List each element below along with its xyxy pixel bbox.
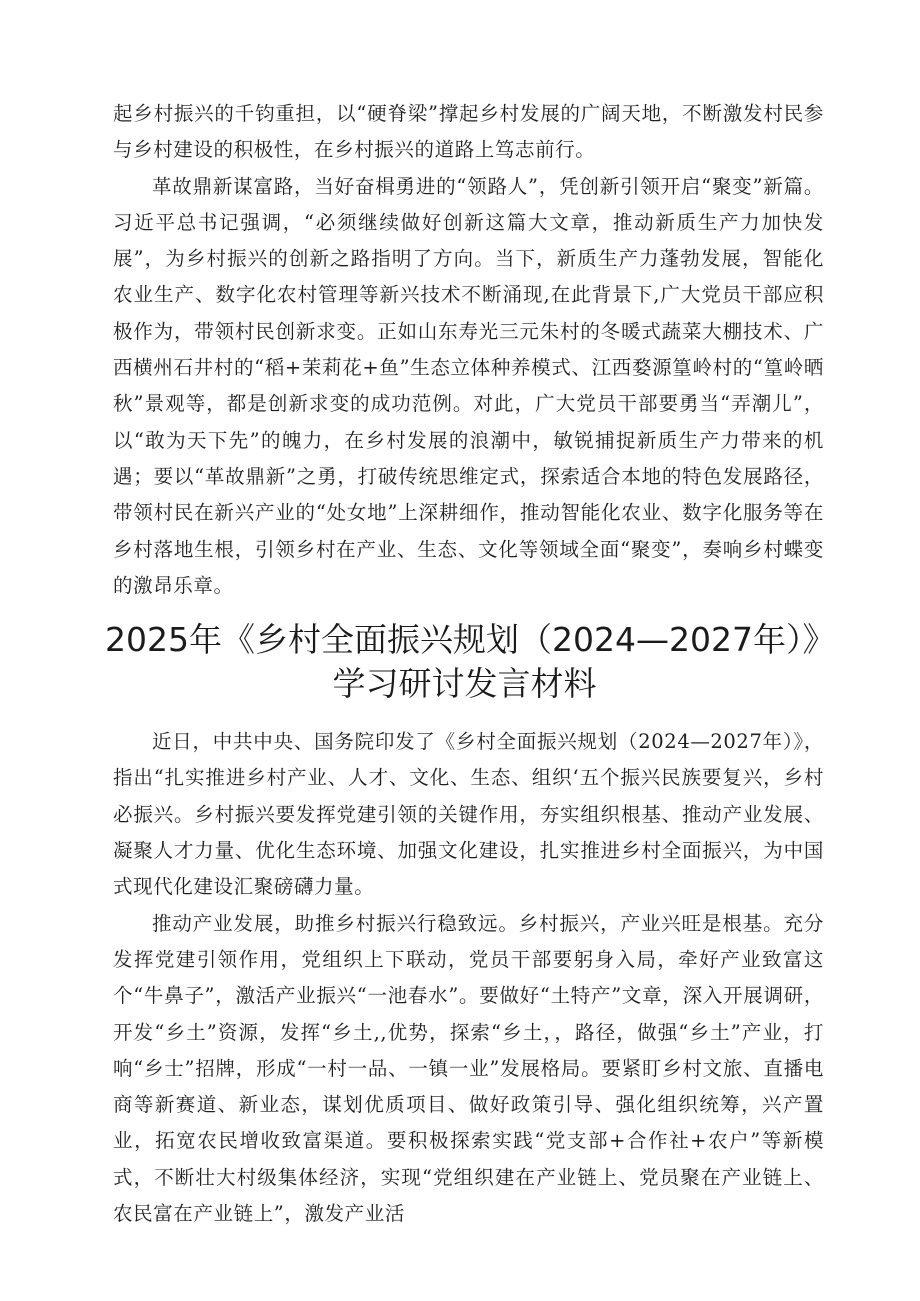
paragraph-2-2: 推动产业发展，助推乡村振兴行稳致远。乡村振兴，产业兴旺是根基。充分发挥党建引领作用，党组织上下联动，党员干部要躬身入局，牵好产业致富这个“牛鼻子”，激活产业振兴“一池春水”。要做好“土特产”文章，深入开展调研，开发“乡土”资源，发挥“乡土,,优势，探索“乡土，，路径，做强“乡土”产业，打响“乡士”招牌，形成“一村一品、一镇一业”发展格局。要紧盯乡村文旅、直播电商等新赛道、新业态，谋划优质项目、做好政策引导、强化组织统筹，兴产置业，拓宽农民增收致富渠道。要积极探索实践“党支部+合作社+农户”等新模式，不断壮大村级集体经济，实现“党组织建在产业链上、党员聚在产业链上、农民富在产业链上”，激发产业活	[113, 911, 824, 1226]
paragraph-2-1: 近日，中共中央、国务院印发了《乡村全面振兴规划（2024—2027年）》，指出“扎实推进乡村产业、人才、文化、生态、组织‘五个振兴民族要复兴，乡村必振兴。乡村振兴要发挥党建引领的关键作用，夯实组织根基、推动产业发展、凝聚人才力量、优化生态环境、加强文化建设，扎实推进乡村全面振兴，为中国式现代化建设汇聚磅礴力量。	[113, 730, 824, 899]
paragraph-1-1: 起乡村振兴的千钧重担，以“硬脊梁”撑起乡村发展的广阔天地，不断激发村民参与乡村建设的积极性，在乡村振兴的道路上笃志前行。	[113, 102, 824, 162]
section-2	[113, 724, 824, 1232]
heading-line-1: 2025年《乡村全面振兴规划（2024—2027年）》	[105, 620, 836, 660]
section-1	[113, 96, 824, 604]
heading-line-2: 学习研讨发言材料	[332, 664, 597, 704]
paragraph-1-2: 革故鼎新谋富路，当好奋楫勇进的“领路人”，凭创新引领开启“聚变”新篇。习近平总书记强调，“必须继续做好创新这篇大文章，推动新质生产力加快发展”，为乡村振兴的创新之路指明了方向。当下，新质生产力蓬勃发展，智能化农业生产、数字化农村管理等新兴技术不断涌现,在此背景下,广大党员干部应积极作为，带领村民创新求变。正如山东寿光三元朱村的冬暖式蔬菜大棚技术、广西横州石井村的“稻+茉莉花+鱼”生态立体种养模式、江西婺源篁岭村的“篁岭晒秋”景观等，都是创新求变的成功范例。对此，广大党员干部要勇当“弄潮儿”，以“敢为天下先”的魄力，在乡村发展的浪潮中，敏锐捕捉新质生产力带来的机遇；要以“革故鼎新”之勇，打破传统思维定式，探索适合本地的特色发展路径，带领村民在新兴产业的“处女地”上深耕细作，推动智能化农业、数字化服务等在乡村落地生根，引领乡村在产业、生态、文化等领域全面“聚变”，奏响乡村蝶变的激昂乐章。	[113, 174, 824, 597]
document-heading	[105, 618, 836, 706]
